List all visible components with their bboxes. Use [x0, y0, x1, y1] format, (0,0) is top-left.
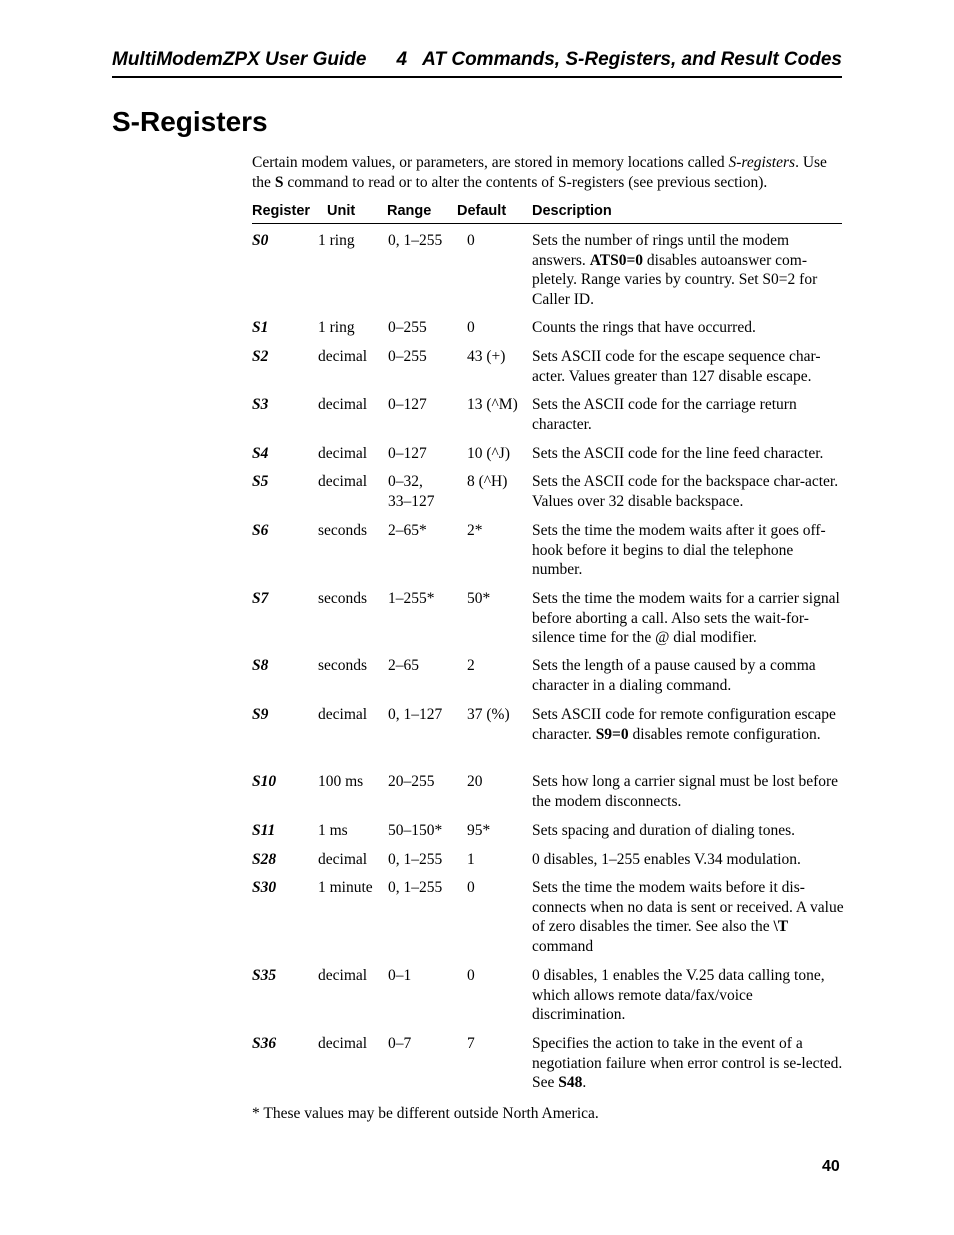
register-unit: seconds	[318, 657, 368, 674]
register-name: S10	[252, 773, 277, 790]
register-unit: decimal	[318, 706, 368, 723]
register-name: S30	[252, 879, 277, 896]
register-unit: 1 ring	[318, 232, 355, 249]
intro-text-2: . Use the	[252, 154, 827, 191]
register-range: 0–127	[388, 445, 427, 462]
register-description: Sets the time the modem waits before it dis-connects when no data is sent or received. A value of zero disables the timer. See also the \T command	[532, 879, 844, 955]
register-unit: 1 minute	[318, 879, 373, 896]
register-description: Specifies the action to take in the event of a negotiation failure when error control is se-lected. See S48.	[532, 1035, 843, 1091]
register-name: S2	[252, 348, 269, 365]
register-unit: seconds	[318, 590, 368, 607]
intro-term: S-registers	[728, 154, 796, 171]
register-default: 7	[467, 1035, 475, 1052]
register-description: Sets ASCII code for the escape sequence char-acter. Values greater than 127 disable escape.	[532, 348, 821, 385]
register-default: 20	[467, 773, 483, 790]
inline-command: S9=0	[595, 725, 629, 743]
register-range: 0, 1–255	[388, 851, 443, 868]
header-chapter-title: 4 AT Commands, S-Registers, and Result Codes	[396, 49, 842, 70]
register-unit: 100 ms	[318, 773, 364, 790]
register-description: Sets the ASCII code for the line feed character.	[532, 445, 824, 462]
register-range: 0–7	[388, 1035, 412, 1052]
register-description: 0 disables, 1 enables the V.25 data calling tone, which allows remote data/fax/voice discrimination.	[532, 967, 825, 1023]
register-unit: decimal	[318, 967, 368, 984]
intro-command: S	[274, 173, 284, 191]
intro-text-1: Certain modem values, or parameters, are stored in memory locations called	[252, 154, 729, 171]
register-unit: seconds	[318, 522, 368, 539]
register-unit: decimal	[318, 1035, 368, 1052]
register-description: 0 disables, 1–255 enables V.34 modulation.	[532, 851, 801, 868]
register-range: 1–255*	[388, 590, 435, 607]
register-description: Sets the time the modem waits for a carrier signal before aborting a call. Also sets the wait-for-silence time for the @ dial modifier.	[532, 590, 840, 646]
col-register: Register	[252, 203, 311, 219]
register-description: Counts the rings that have occurred.	[532, 319, 756, 336]
register-description: Sets the number of rings until the modem answers. ATS0=0 disables autoanswer com-pletely. Range varies by country. Set S0=2 for Caller ID.	[532, 232, 818, 308]
register-default: 13 (^M)	[467, 396, 518, 413]
register-default: 0	[467, 879, 475, 896]
register-range: 0, 1–255	[388, 879, 443, 896]
intro-paragraph	[252, 153, 847, 192]
register-range: 0–255	[388, 348, 427, 365]
register-default: 50*	[467, 590, 491, 607]
register-description: Sets the ASCII code for the backspace char-acter. Values over 32 disable backspace.	[532, 473, 839, 510]
register-description: Sets the time the modem waits after it goes off-hook before it begins to dial the telephone number.	[532, 522, 826, 578]
register-default: 2	[467, 657, 475, 674]
inline-command: ATS0=0	[589, 251, 644, 269]
register-range: 20–255	[388, 773, 435, 790]
register-name: S8	[252, 657, 269, 674]
table-header	[252, 203, 842, 224]
intro-text-3: command to read or to alter the contents of S-registers (see previous section).	[283, 173, 768, 191]
register-range: 2–65	[388, 657, 419, 674]
register-name: S1	[252, 319, 269, 336]
register-default: 37 (%)	[467, 706, 510, 723]
inline-command: \T	[773, 918, 789, 935]
register-description: Sets the length of a pause caused by a comma character in a dialing command.	[532, 657, 816, 694]
register-description: Sets ASCII code for remote configuration escape character. S9=0 disables remote configuration.	[532, 706, 836, 743]
register-default: 43 (+)	[467, 348, 506, 365]
register-default: 2*	[467, 522, 483, 539]
register-range: 0–255	[388, 319, 427, 336]
col-unit: Unit	[327, 203, 356, 219]
register-name: S28	[252, 851, 277, 868]
register-default: 8 (^H)	[467, 473, 508, 490]
inline-command: S48	[558, 1074, 583, 1091]
register-range: 0–127	[388, 396, 427, 413]
page-number: 40	[822, 1158, 840, 1175]
register-name: S9	[252, 706, 269, 723]
register-description: Sets the ASCII code for the carriage return character.	[532, 396, 797, 433]
register-unit: decimal	[318, 348, 368, 365]
register-unit: decimal	[318, 445, 368, 462]
register-range: 50–150*	[388, 822, 443, 839]
register-range: 0–32, 33–127	[388, 473, 435, 510]
register-range: 0–1	[388, 967, 412, 984]
col-description: Description	[532, 203, 612, 219]
register-range: 0, 1–127	[388, 706, 443, 723]
register-default: 95*	[467, 822, 491, 839]
col-range: Range	[387, 203, 432, 219]
register-unit: 1 ring	[318, 319, 355, 336]
register-default: 0	[467, 319, 475, 336]
register-default: 0	[467, 967, 475, 984]
register-unit: decimal	[318, 396, 368, 413]
footnote: * These values may be different outside North America.	[252, 1105, 599, 1122]
register-unit: decimal	[318, 473, 368, 490]
register-range: 2–65*	[388, 522, 427, 539]
register-range: 0, 1–255	[388, 232, 443, 249]
register-description: Sets how long a carrier signal must be lost before the modem disconnects.	[532, 773, 839, 810]
page-title: S-Registers	[112, 106, 268, 137]
register-name: S7	[252, 590, 269, 607]
register-default: 1	[467, 851, 475, 868]
register-description: Sets spacing and duration of dialing tones.	[532, 822, 796, 839]
register-name: S6	[252, 522, 269, 539]
register-default: 10 (^J)	[467, 445, 511, 462]
register-name: S5	[252, 473, 269, 490]
register-name: S36	[252, 1035, 277, 1052]
register-name: S0	[252, 232, 269, 249]
register-name: S3	[252, 396, 269, 413]
register-default: 0	[467, 232, 475, 249]
register-name: S11	[252, 822, 276, 839]
page-header	[112, 48, 842, 78]
register-unit: 1 ms	[318, 822, 348, 839]
header-guide-title: MultiModemZPX User Guide	[112, 49, 367, 70]
register-name: S4	[252, 445, 269, 462]
col-default: Default	[457, 203, 507, 219]
register-unit: decimal	[318, 851, 368, 868]
register-name: S35	[252, 967, 277, 984]
